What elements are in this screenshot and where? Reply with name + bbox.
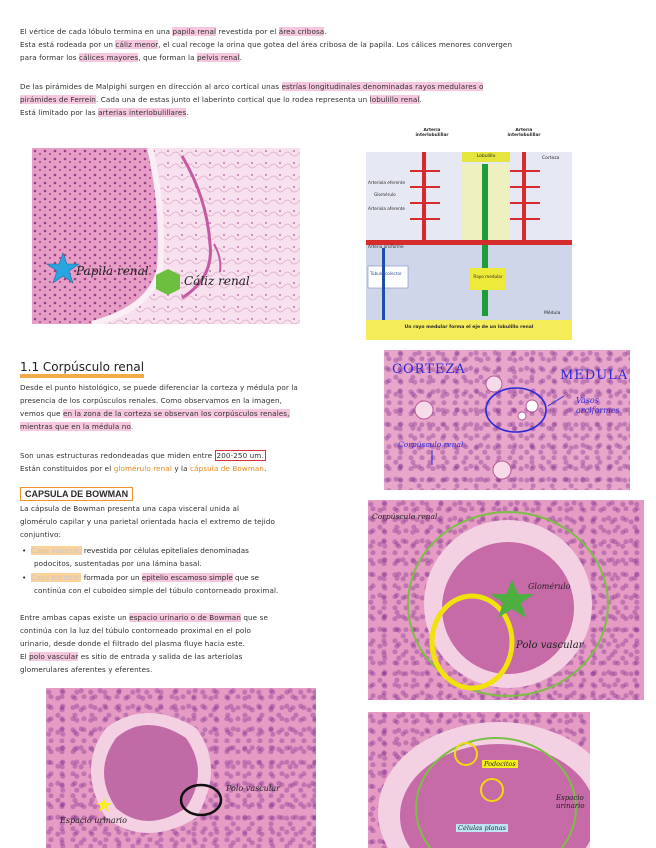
label-podocitos: Podocitos <box>484 760 516 768</box>
bowman-line-1: La cápsula de Bowman presenta una capa visceral unida al <box>20 504 240 513</box>
section-line-5: Son unas estructuras redondeadas que miden entre 200-250 um. <box>20 451 264 460</box>
label-arteriola-eferente: Arteriola eferente <box>368 180 406 185</box>
intro-line-4: De las pirámides de Malpighi surgen en dirección al arco cortical unas estrías longitudinales denominadas rayos medulares o <box>20 82 484 91</box>
bowman-para-3: urinario, desde donde el filtrado del plasma fluye hacia este. <box>20 639 246 648</box>
label-caliz-renal: Cáliz renal <box>184 274 250 288</box>
label-espacio-fig5: Espacio urinario <box>60 816 127 825</box>
term-lobulillo-renal: lobulillo renal <box>369 95 420 104</box>
label-polo-fig5: Polo vascular <box>226 784 280 793</box>
intro-line-6: Está limitado por las arterias interlobulillares. <box>20 108 189 117</box>
bowman-para-2: continúa con la luz del túbulo contorneado proximal en el polo <box>20 626 252 635</box>
label-polo-fig4: Polo vascular <box>516 640 584 651</box>
term-estrias: estrías longitudinales denominadas rayos medulares o <box>281 82 484 91</box>
label-papila-renal: Papila renal <box>76 264 149 278</box>
term-pelvis-renal: pelvis renal <box>197 53 240 62</box>
figure-corteza-medula <box>384 350 630 490</box>
bowman-title: CAPSULA DE BOWMAN <box>20 487 133 501</box>
hexagon-icon <box>154 268 182 296</box>
label-arteria-left: Arteria interlobulillar <box>415 128 449 138</box>
figure-lobulillo-diagram <box>366 128 572 340</box>
section-line-2: presencia de los corpúsculos renales. Como observamos en la imagen, <box>20 396 282 405</box>
bullet-capa-visceral-2: podocitos, sustentadas por una lámina basal. <box>34 559 202 568</box>
papila-histology <box>32 148 300 324</box>
figure-polo-vascular <box>46 688 316 848</box>
section-line-4: mientras que en la médula no. <box>20 422 134 431</box>
size-range: 200-250 um. <box>216 451 264 460</box>
star-icon <box>46 252 80 286</box>
label-glomerulo-diagram: Glomérulo <box>374 192 396 197</box>
label-arteriola-aferente: Arteriola aferente <box>368 206 406 211</box>
figure-papila-caliz <box>32 148 300 324</box>
label-espacio-fig6: Espacio urinario <box>556 794 585 810</box>
term-piramides-ferrein: pirámides de Ferrein <box>20 95 96 104</box>
section-line-6: Están constituidos por el glomérulo renal y la cápsula de Bowman. <box>20 464 267 473</box>
label-corpusculo-fig3: Corpúsculo renal <box>398 440 464 449</box>
label-celulas-planas: Células planas <box>458 824 506 832</box>
label-arteria-arciforme: Arteria arciforme <box>368 244 404 249</box>
bowman-para-4: El polo vascular es sitio de entrada y salida de las arteriolas <box>20 652 243 661</box>
bowman-line-2: glomérulo capilar y una parietal orientada hacia el extremo de tejido <box>20 517 276 526</box>
label-lobulillo: Lobulillo <box>476 154 496 159</box>
label-corteza: Corteza <box>542 156 560 161</box>
term-calices-mayores: cálices mayores <box>79 53 139 62</box>
intro-line-2: Esta está rodeada por un cáliz menor, el cual recoge la orina que gotea del área cribosa de la papila. Los cálices menores convergen <box>20 40 513 49</box>
label-tubulo-colector: Túbulo colector <box>370 271 402 276</box>
term-arterias-interlobulillares: arterias interlobulillares <box>98 108 187 117</box>
intro-line-5: pirámides de Ferrein. Cada una de estas junto el laberinto cortical que lo rodea representa un lobulillo renal. <box>20 95 422 104</box>
label-glomerulo-fig4: Glomérulo <box>528 582 571 591</box>
label-corteza-fig: CORTEZA <box>392 362 466 377</box>
intro-line-1: El vértice de cada lóbulo termina en una papila renal revestida por el área cribosa. <box>20 27 327 36</box>
bowman-para-1: Entre ambas capas existe un espacio urinario o de Bowman que se <box>20 613 268 622</box>
label-vasos: Vasos <box>576 396 599 405</box>
figure-corpusculo <box>368 500 644 700</box>
term-area-cribosa: área cribosa <box>278 27 325 36</box>
intro-line-3: para formar los cálices mayores, que forman la pelvis renal. <box>20 53 243 62</box>
label-vasos-2: arciformes <box>576 406 620 415</box>
label-arteria-right: Arteria interlobulillar <box>507 128 541 138</box>
bullet-capa-parietal-2: continúa con el cuboideo simple del túbulo contorneado proximal. <box>34 586 279 595</box>
bullet-capa-parietal: • Capa parietal: formada por un epitelio escamoso simple que se <box>22 573 260 582</box>
bowman-para-5: glomerulares aferentes y eferentes. <box>20 665 153 674</box>
diagram-footer: Un rayo medular forma el eje de un lobulillo renal <box>404 325 534 330</box>
term-papila-renal: papila renal <box>172 27 217 36</box>
figure-podocitos <box>368 712 590 848</box>
term-caliz-menor: cáliz menor <box>115 40 159 49</box>
section-line-3: vemos que en la zona de la corteza se observan los corpúsculos renales, <box>20 409 290 418</box>
section-title: 1.1 Corpúsculo renal <box>20 360 144 374</box>
label-medula-fig: MEDULA <box>560 368 629 383</box>
label-medula-diagram: Médula <box>544 311 561 316</box>
bullet-capa-visceral: • Capa visceral: revestida por células epiteliales denominadas <box>22 546 249 555</box>
label-rayo-medular: Rayo medular <box>473 274 503 279</box>
label-corpusculo-fig4: Corpúsculo renal <box>372 512 438 521</box>
corpusculo-overlay <box>368 500 644 700</box>
bowman-line-3: conjuntivo: <box>20 530 61 539</box>
section-line-1: Desde el punto histológico, se puede diferenciar la corteza y médula por la <box>20 383 298 392</box>
